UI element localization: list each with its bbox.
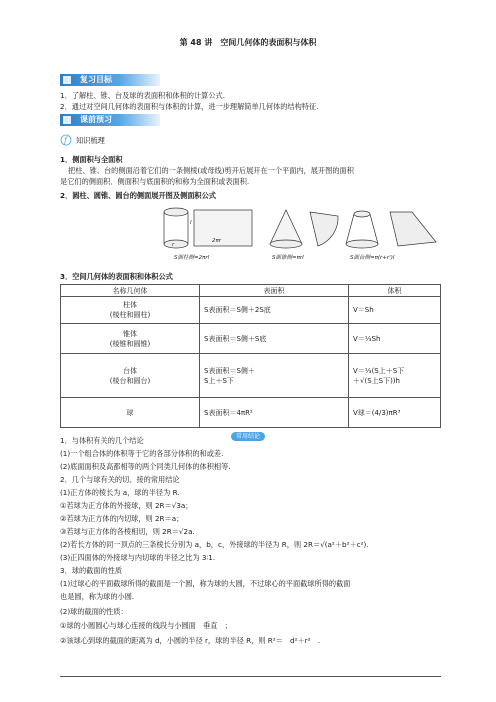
review-heading: 复习目标: [80, 75, 112, 84]
knowledge-label: 知识梳理: [76, 136, 105, 145]
row-volume-cont: ＋√(S上S下))h: [353, 376, 400, 385]
tip-line: (2)球的截面的性质：: [60, 607, 128, 616]
row-area: S表面积＝S侧＋2S底: [200, 297, 349, 324]
preview-heading: 课前预习: [80, 115, 112, 124]
section-1-para-line2: 是它们的侧面积．侧面积与底面积的和称为全面积或表面积.: [60, 177, 250, 186]
row-name: 柱体: [123, 301, 137, 309]
section-1-title: 1．侧面积与全面积: [60, 155, 123, 164]
cylinder-r-label: r: [172, 242, 175, 248]
table-row: [61, 324, 441, 354]
section-2-title: 2．圆柱、圆锥、圆台的侧面展开图及侧面积公式: [60, 191, 216, 200]
row-volume: V＝Sh: [349, 297, 441, 324]
row-name: 锥体: [123, 329, 137, 338]
svg-text:f: f: [64, 136, 67, 145]
row-area: S表面积＝S侧＋: [204, 366, 255, 375]
row-name-cell: [61, 324, 200, 354]
tip-line: (2)若长方体的同一顶点的三条棱长分别为 a，b，c，外接球的半径为 R，则 2R＝√(a²＋b²＋c²).: [60, 540, 369, 549]
row-name-cell: [61, 354, 200, 398]
review-item-1: 1．了解柱、锥、台及球的表面积和体积的计算公式.: [60, 91, 225, 100]
row-area: S表面积＝S侧＋S底: [200, 324, 349, 354]
formula-table: [60, 284, 441, 428]
row-area-cell: [200, 354, 349, 398]
section-3-title: 3．空间几何体的表面积和体积公式: [60, 272, 173, 281]
tip-line: (1)一个组合体的体积等于它的各部分体积的和或差.: [60, 449, 224, 458]
tip-line: 3．球的截面的性质: [60, 566, 123, 575]
tip-line: 2．几个与球有关的切、接的常用结论: [60, 475, 180, 484]
row-name: 球: [126, 408, 134, 417]
row-volume: V＝⅓Sh: [349, 324, 441, 354]
tip-line: (1)正方体的棱长为 a，球的半径为 R.: [60, 488, 180, 497]
tip-line: ①若球为正方体的外接球，则 2R＝√3a；: [60, 501, 193, 510]
preview-banner: [60, 114, 160, 126]
banner-square-icon: [63, 116, 71, 124]
page-title: 第 48 讲 空间几何体的表面积与体积: [179, 38, 317, 47]
tip-line: (3)正四面体的外接球与内切球的半径之比为 3∶1.: [60, 553, 216, 562]
row-name-cell: [61, 297, 200, 324]
cone-formula: S圆锥侧=πrl: [272, 255, 304, 261]
tip-line: ③若球与正方体的各棱相切，则 2R＝√2a.: [60, 527, 195, 536]
tip-line: (1)过球心的平面截球所得的截面是一个圆，称为球的大圆，不过球心的平面截球所得的截面: [60, 579, 351, 588]
table-header-row: [61, 285, 441, 297]
header-area: 表面积: [200, 285, 349, 297]
table-row: [61, 354, 441, 398]
row-name: 台体: [123, 366, 137, 375]
tip-line: (2)底面面积及高都相等的两个同类几何体的体积相等.: [60, 462, 231, 471]
banner-square-icon: [63, 76, 71, 84]
frustum-figure: [342, 206, 442, 262]
tip-line: 也是圆，称为球的小圆.: [60, 592, 135, 601]
cylinder-formula: S圆柱侧=2πrl: [174, 255, 210, 261]
row-subname: (棱柱和圆柱): [109, 311, 151, 319]
tip-line: ②若球为正方体的内切球，则 2R＝a；: [60, 514, 184, 523]
row-volume: V球＝(4/3)πR³: [349, 398, 441, 428]
frustum-formula: S圆台侧=π(r+r')l: [350, 255, 395, 261]
row-area: S表面积＝4πR²: [200, 398, 349, 428]
cylinder-width-label: 2πr: [212, 238, 222, 244]
section-1-para-line1: 把柱、锥、台的侧面沿着它们的一条侧棱(或母线)剪开后展开在一个平面内，展开图的面积: [68, 166, 354, 175]
row-subname: (棱锥和圆锥): [109, 339, 151, 348]
cone-figure: [262, 206, 342, 262]
row-volume-cell: [349, 354, 441, 398]
bottom-divider: [60, 676, 441, 677]
review-item-2: 2．通过对空间几何体的表面积与体积的计算，进一步理解简单几何体的结构特征.: [60, 102, 319, 111]
cylinder-l-label: l: [190, 220, 192, 226]
tips-badge: 常用结论: [231, 432, 265, 441]
row-subname: (棱台和圆台): [109, 376, 151, 385]
row-area-cont: S上＋S下: [204, 376, 234, 385]
row-volume: V＝⅓(S上＋S下: [353, 366, 405, 375]
knowledge-f-icon: [60, 134, 72, 146]
tip-line: ①球的小圆圆心与球心连接的线段与小圆面 垂直 ；: [60, 621, 232, 630]
cylinder-figure: [158, 206, 258, 262]
header-name: 名称几何体: [61, 285, 200, 297]
header-volume: 体积: [349, 285, 441, 297]
tip-line: 1．与体积有关的几个结论: [60, 436, 144, 445]
table-row: [61, 297, 441, 324]
tip-line: ②该球心到球的截面的距离为 d，小圆的半径 r，球的半径 R，则 R²＝ d²＋r² .: [60, 636, 320, 645]
review-banner: [60, 74, 160, 86]
